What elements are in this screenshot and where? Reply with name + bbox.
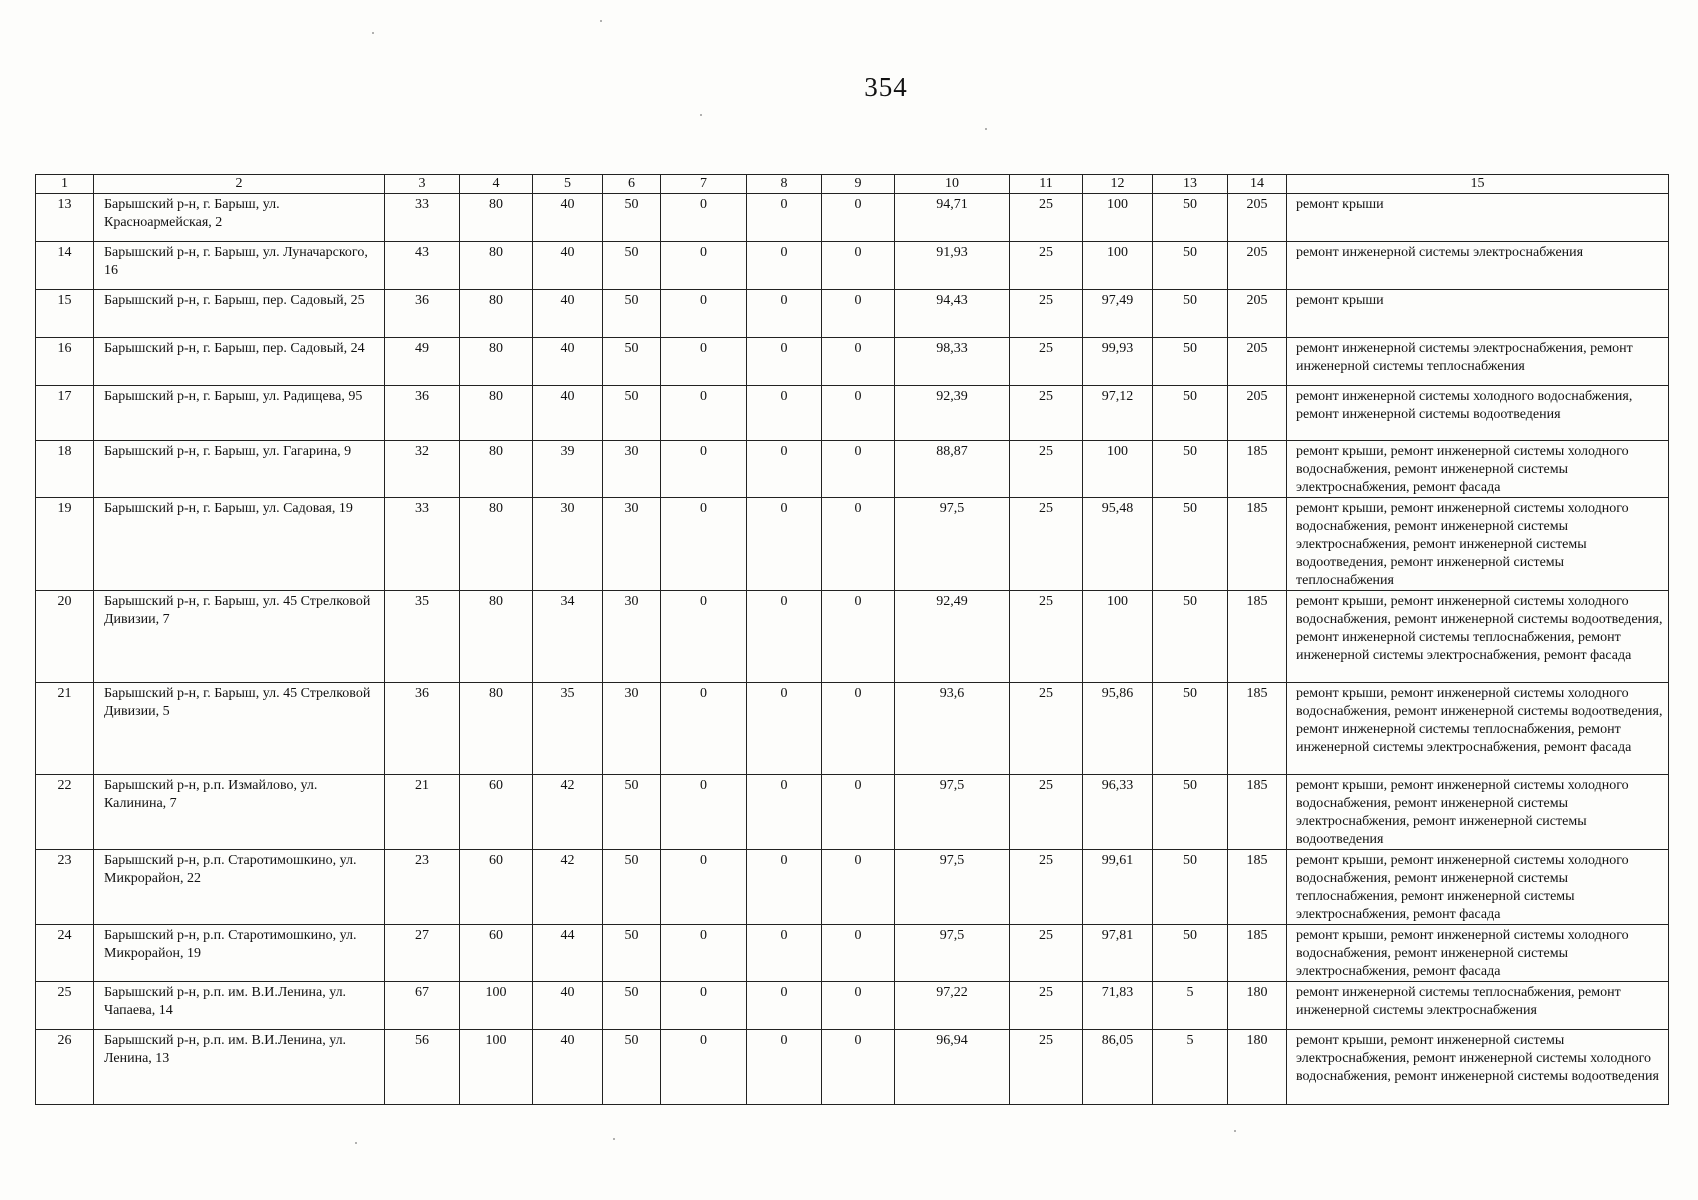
cell-col-10: 97,5 — [895, 850, 1010, 925]
cell-col-8: 0 — [747, 386, 822, 441]
cell-col-13: 50 — [1153, 775, 1228, 850]
address-cell: Барышский р-н, р.п. Старотимошкино, ул. Микрорайон, 22 — [94, 850, 385, 925]
cell-col-11: 25 — [1010, 194, 1083, 242]
column-header-1: 1 — [36, 175, 94, 194]
cell-col-8: 0 — [747, 925, 822, 982]
cell-col-6: 50 — [603, 925, 661, 982]
address-cell: Барышский р-н, г. Барыш, ул. Красноармейская, 2 — [94, 194, 385, 242]
cell-col-4: 80 — [460, 386, 533, 441]
cell-col-7: 0 — [661, 242, 747, 290]
cell-col-12: 97,81 — [1083, 925, 1153, 982]
column-header-6: 6 — [603, 175, 661, 194]
cell-col-8: 0 — [747, 290, 822, 338]
column-header-14: 14 — [1228, 175, 1287, 194]
cell-col-11: 25 — [1010, 982, 1083, 1030]
cell-col-4: 80 — [460, 194, 533, 242]
cell-col-3: 49 — [385, 338, 460, 386]
table-row — [36, 386, 1669, 441]
cell-col-7: 0 — [661, 441, 747, 498]
cell-col-12: 95,86 — [1083, 683, 1153, 775]
cell-col-10: 88,87 — [895, 441, 1010, 498]
cell-col-7: 0 — [661, 338, 747, 386]
row-number: 17 — [36, 386, 94, 441]
cell-col-14: 185 — [1228, 775, 1287, 850]
work-description-cell: ремонт крыши, ремонт инженерной системы электроснабжения, ремонт инженерной системы холодного водоснабжения, ремонт инженерной системы водоотведения — [1287, 1030, 1669, 1105]
cell-col-9: 0 — [822, 1030, 895, 1105]
cell-col-10: 98,33 — [895, 338, 1010, 386]
cell-col-12: 100 — [1083, 242, 1153, 290]
cell-col-4: 80 — [460, 242, 533, 290]
cell-col-12: 100 — [1083, 194, 1153, 242]
row-number: 26 — [36, 1030, 94, 1105]
cell-col-3: 32 — [385, 441, 460, 498]
cell-col-5: 30 — [533, 498, 603, 591]
cell-col-10: 91,93 — [895, 242, 1010, 290]
cell-col-9: 0 — [822, 982, 895, 1030]
cell-col-8: 0 — [747, 850, 822, 925]
address-cell: Барышский р-н, р.п. Старотимошкино, ул. Микрорайон, 19 — [94, 925, 385, 982]
cell-col-10: 92,39 — [895, 386, 1010, 441]
table-row — [36, 982, 1669, 1030]
cell-col-14: 205 — [1228, 194, 1287, 242]
cell-col-6: 50 — [603, 194, 661, 242]
column-header-8: 8 — [747, 175, 822, 194]
cell-col-8: 0 — [747, 441, 822, 498]
cell-col-3: 21 — [385, 775, 460, 850]
row-number: 21 — [36, 683, 94, 775]
cell-col-7: 0 — [661, 386, 747, 441]
cell-col-3: 33 — [385, 498, 460, 591]
scan-speck — [372, 32, 374, 34]
cell-col-4: 100 — [460, 1030, 533, 1105]
cell-col-4: 80 — [460, 290, 533, 338]
cell-col-10: 97,5 — [895, 775, 1010, 850]
table-body — [36, 194, 1669, 1105]
row-number: 19 — [36, 498, 94, 591]
cell-col-5: 40 — [533, 242, 603, 290]
cell-col-5: 40 — [533, 338, 603, 386]
cell-col-3: 33 — [385, 194, 460, 242]
cell-col-5: 40 — [533, 290, 603, 338]
page-number: 354 — [864, 72, 908, 102]
column-header-4: 4 — [460, 175, 533, 194]
cell-col-14: 205 — [1228, 386, 1287, 441]
cell-col-3: 23 — [385, 850, 460, 925]
cell-col-12: 99,93 — [1083, 338, 1153, 386]
cell-col-8: 0 — [747, 194, 822, 242]
cell-col-7: 0 — [661, 982, 747, 1030]
cell-col-13: 5 — [1153, 982, 1228, 1030]
cell-col-5: 40 — [533, 1030, 603, 1105]
work-description-cell: ремонт крыши, ремонт инженерной системы холодного водоснабжения, ремонт инженерной системы электроснабжения, ремонт фасада — [1287, 925, 1669, 982]
column-header-9: 9 — [822, 175, 895, 194]
cell-col-10: 94,43 — [895, 290, 1010, 338]
cell-col-8: 0 — [747, 982, 822, 1030]
cell-col-6: 50 — [603, 775, 661, 850]
cell-col-11: 25 — [1010, 338, 1083, 386]
column-header-15: 15 — [1287, 175, 1669, 194]
cell-col-14: 205 — [1228, 290, 1287, 338]
column-header-3: 3 — [385, 175, 460, 194]
cell-col-9: 0 — [822, 290, 895, 338]
cell-col-10: 92,49 — [895, 591, 1010, 683]
cell-col-7: 0 — [661, 1030, 747, 1105]
cell-col-8: 0 — [747, 775, 822, 850]
cell-col-3: 35 — [385, 591, 460, 683]
cell-col-9: 0 — [822, 338, 895, 386]
cell-col-9: 0 — [822, 498, 895, 591]
table-row — [36, 850, 1669, 925]
row-number: 25 — [36, 982, 94, 1030]
cell-col-5: 42 — [533, 775, 603, 850]
cell-col-13: 50 — [1153, 194, 1228, 242]
address-cell: Барышский р-н, р.п. им. В.И.Ленина, ул. Чапаева, 14 — [94, 982, 385, 1030]
cell-col-6: 50 — [603, 850, 661, 925]
cell-col-11: 25 — [1010, 683, 1083, 775]
cell-col-11: 25 — [1010, 498, 1083, 591]
cell-col-5: 40 — [533, 194, 603, 242]
table-row — [36, 498, 1669, 591]
cell-col-3: 56 — [385, 1030, 460, 1105]
table-row — [36, 591, 1669, 683]
scan-speck — [613, 1138, 615, 1140]
address-cell: Барышский р-н, г. Барыш, ул. 45 Стрелковой Дивизии, 7 — [94, 591, 385, 683]
cell-col-7: 0 — [661, 290, 747, 338]
cell-col-3: 43 — [385, 242, 460, 290]
work-description-cell: ремонт крыши, ремонт инженерной системы холодного водоснабжения, ремонт инженерной системы электроснабжения, ремонт инженерной системы водоотведения — [1287, 775, 1669, 850]
cell-col-9: 0 — [822, 242, 895, 290]
cell-col-9: 0 — [822, 683, 895, 775]
row-number: 18 — [36, 441, 94, 498]
table-row — [36, 194, 1669, 242]
cell-col-6: 30 — [603, 498, 661, 591]
cell-col-6: 50 — [603, 290, 661, 338]
cell-col-6: 30 — [603, 683, 661, 775]
table-row — [36, 683, 1669, 775]
cell-col-11: 25 — [1010, 290, 1083, 338]
cell-col-11: 25 — [1010, 242, 1083, 290]
table-row — [36, 290, 1669, 338]
column-header-5: 5 — [533, 175, 603, 194]
cell-col-7: 0 — [661, 591, 747, 683]
cell-col-4: 80 — [460, 683, 533, 775]
row-number: 23 — [36, 850, 94, 925]
cell-col-8: 0 — [747, 498, 822, 591]
cell-col-11: 25 — [1010, 775, 1083, 850]
cell-col-5: 39 — [533, 441, 603, 498]
table-row — [36, 441, 1669, 498]
cell-col-9: 0 — [822, 441, 895, 498]
work-description-cell: ремонт крыши — [1287, 194, 1669, 242]
cell-col-4: 60 — [460, 775, 533, 850]
work-description-cell: ремонт инженерной системы теплоснабжения, ремонт инженерной системы электроснабжения — [1287, 982, 1669, 1030]
work-description-cell: ремонт крыши, ремонт инженерной системы холодного водоснабжения, ремонт инженерной системы водоотведения, ремонт инженерной системы теплоснабжения, ремонт инженерной системы электроснабжения, ремонт фасада — [1287, 683, 1669, 775]
row-number: 14 — [36, 242, 94, 290]
cell-col-3: 36 — [385, 683, 460, 775]
cell-col-10: 96,94 — [895, 1030, 1010, 1105]
cell-col-5: 42 — [533, 850, 603, 925]
address-cell: Барышский р-н, г. Барыш, ул. Гагарина, 9 — [94, 441, 385, 498]
scan-speck — [985, 128, 987, 130]
cell-col-8: 0 — [747, 338, 822, 386]
work-description-cell: ремонт крыши, ремонт инженерной системы холодного водоснабжения, ремонт инженерной системы теплоснабжения, ремонт инженерной системы электроснабжения, ремонт фасада — [1287, 850, 1669, 925]
cell-col-12: 95,48 — [1083, 498, 1153, 591]
cell-col-4: 80 — [460, 338, 533, 386]
cell-col-14: 185 — [1228, 591, 1287, 683]
cell-col-6: 30 — [603, 591, 661, 683]
cell-col-7: 0 — [661, 194, 747, 242]
row-number: 24 — [36, 925, 94, 982]
cell-col-14: 205 — [1228, 338, 1287, 386]
cell-col-8: 0 — [747, 683, 822, 775]
cell-col-10: 94,71 — [895, 194, 1010, 242]
cell-col-14: 185 — [1228, 441, 1287, 498]
cell-col-14: 180 — [1228, 982, 1287, 1030]
cell-col-14: 185 — [1228, 925, 1287, 982]
table-row — [36, 1030, 1669, 1105]
cell-col-12: 86,05 — [1083, 1030, 1153, 1105]
cell-col-14: 180 — [1228, 1030, 1287, 1105]
cell-col-7: 0 — [661, 683, 747, 775]
cell-col-11: 25 — [1010, 441, 1083, 498]
cell-col-12: 97,12 — [1083, 386, 1153, 441]
cell-col-5: 40 — [533, 982, 603, 1030]
row-number: 15 — [36, 290, 94, 338]
cell-col-8: 0 — [747, 591, 822, 683]
scan-speck — [1234, 1130, 1236, 1132]
cell-col-5: 35 — [533, 683, 603, 775]
cell-col-5: 40 — [533, 386, 603, 441]
cell-col-7: 0 — [661, 925, 747, 982]
scan-speck — [700, 114, 702, 116]
cell-col-14: 185 — [1228, 850, 1287, 925]
cell-col-9: 0 — [822, 775, 895, 850]
cell-col-12: 100 — [1083, 591, 1153, 683]
cell-col-6: 50 — [603, 1030, 661, 1105]
cell-col-9: 0 — [822, 925, 895, 982]
table-row — [36, 338, 1669, 386]
address-cell: Барышский р-н, р.п. им. В.И.Ленина, ул. Ленина, 13 — [94, 1030, 385, 1105]
cell-col-11: 25 — [1010, 386, 1083, 441]
cell-col-13: 5 — [1153, 1030, 1228, 1105]
cell-col-13: 50 — [1153, 591, 1228, 683]
cell-col-4: 100 — [460, 982, 533, 1030]
work-description-cell: ремонт крыши, ремонт инженерной системы холодного водоснабжения, ремонт инженерной системы электроснабжения, ремонт инженерной системы водоотведения, ремонт инженерной системы теплоснабжения — [1287, 498, 1669, 591]
cell-col-10: 97,5 — [895, 498, 1010, 591]
column-header-12: 12 — [1083, 175, 1153, 194]
cell-col-5: 44 — [533, 925, 603, 982]
cell-col-10: 97,22 — [895, 982, 1010, 1030]
cell-col-5: 34 — [533, 591, 603, 683]
cell-col-13: 50 — [1153, 242, 1228, 290]
cell-col-9: 0 — [822, 850, 895, 925]
cell-col-4: 80 — [460, 441, 533, 498]
cell-col-8: 0 — [747, 242, 822, 290]
cell-col-12: 100 — [1083, 441, 1153, 498]
cell-col-13: 50 — [1153, 925, 1228, 982]
column-header-11: 11 — [1010, 175, 1083, 194]
address-cell: Барышский р-н, г. Барыш, пер. Садовый, 25 — [94, 290, 385, 338]
cell-col-12: 96,33 — [1083, 775, 1153, 850]
row-number: 20 — [36, 591, 94, 683]
cell-col-7: 0 — [661, 498, 747, 591]
cell-col-6: 30 — [603, 441, 661, 498]
row-number: 22 — [36, 775, 94, 850]
column-header-13: 13 — [1153, 175, 1228, 194]
repair-table — [35, 174, 1669, 1105]
cell-col-13: 50 — [1153, 850, 1228, 925]
cell-col-3: 67 — [385, 982, 460, 1030]
address-cell: Барышский р-н, г. Барыш, ул. Садовая, 19 — [94, 498, 385, 591]
cell-col-3: 27 — [385, 925, 460, 982]
scan-speck — [600, 20, 602, 22]
cell-col-13: 50 — [1153, 386, 1228, 441]
cell-col-10: 93,6 — [895, 683, 1010, 775]
cell-col-11: 25 — [1010, 1030, 1083, 1105]
cell-col-13: 50 — [1153, 290, 1228, 338]
cell-col-14: 185 — [1228, 498, 1287, 591]
cell-col-7: 0 — [661, 850, 747, 925]
cell-col-13: 50 — [1153, 498, 1228, 591]
address-cell: Барышский р-н, г. Барыш, ул. 45 Стрелковой Дивизии, 5 — [94, 683, 385, 775]
column-header-7: 7 — [661, 175, 747, 194]
cell-col-6: 50 — [603, 242, 661, 290]
cell-col-11: 25 — [1010, 925, 1083, 982]
header-row — [36, 175, 1669, 194]
cell-col-13: 50 — [1153, 441, 1228, 498]
work-description-cell: ремонт крыши, ремонт инженерной системы холодного водоснабжения, ремонт инженерной системы электроснабжения, ремонт фасада — [1287, 441, 1669, 498]
row-number: 16 — [36, 338, 94, 386]
cell-col-11: 25 — [1010, 591, 1083, 683]
address-cell: Барышский р-н, г. Барыш, ул. Радищева, 95 — [94, 386, 385, 441]
address-cell: Барышский р-н, г. Барыш, ул. Луначарского, 16 — [94, 242, 385, 290]
cell-col-11: 25 — [1010, 850, 1083, 925]
cell-col-3: 36 — [385, 290, 460, 338]
table-row — [36, 775, 1669, 850]
cell-col-13: 50 — [1153, 683, 1228, 775]
cell-col-4: 80 — [460, 498, 533, 591]
cell-col-8: 0 — [747, 1030, 822, 1105]
row-number: 13 — [36, 194, 94, 242]
column-header-10: 10 — [895, 175, 1010, 194]
cell-col-4: 60 — [460, 925, 533, 982]
work-description-cell: ремонт инженерной системы холодного водоснабжения, ремонт инженерной системы водоотведения — [1287, 386, 1669, 441]
cell-col-6: 50 — [603, 338, 661, 386]
cell-col-14: 205 — [1228, 242, 1287, 290]
work-description-cell: ремонт инженерной системы электроснабжения, ремонт инженерной системы теплоснабжения — [1287, 338, 1669, 386]
cell-col-9: 0 — [822, 194, 895, 242]
cell-col-4: 80 — [460, 591, 533, 683]
work-description-cell: ремонт крыши — [1287, 290, 1669, 338]
column-header-2: 2 — [94, 175, 385, 194]
table-row — [36, 925, 1669, 982]
cell-col-6: 50 — [603, 386, 661, 441]
cell-col-12: 99,61 — [1083, 850, 1153, 925]
address-cell: Барышский р-н, г. Барыш, пер. Садовый, 24 — [94, 338, 385, 386]
cell-col-9: 0 — [822, 591, 895, 683]
cell-col-4: 60 — [460, 850, 533, 925]
cell-col-3: 36 — [385, 386, 460, 441]
address-cell: Барышский р-н, р.п. Измайлово, ул. Калинина, 7 — [94, 775, 385, 850]
table-row — [36, 242, 1669, 290]
work-description-cell: ремонт крыши, ремонт инженерной системы холодного водоснабжения, ремонт инженерной системы водоотведения, ремонт инженерной системы теплоснабжения, ремонт инженерной системы электроснабжения, ремонт фасада — [1287, 591, 1669, 683]
scan-speck — [355, 1142, 357, 1144]
cell-col-12: 71,83 — [1083, 982, 1153, 1030]
cell-col-9: 0 — [822, 386, 895, 441]
cell-col-6: 50 — [603, 982, 661, 1030]
cell-col-10: 97,5 — [895, 925, 1010, 982]
cell-col-7: 0 — [661, 775, 747, 850]
cell-col-13: 50 — [1153, 338, 1228, 386]
work-description-cell: ремонт инженерной системы электроснабжения — [1287, 242, 1669, 290]
cell-col-14: 185 — [1228, 683, 1287, 775]
cell-col-12: 97,49 — [1083, 290, 1153, 338]
